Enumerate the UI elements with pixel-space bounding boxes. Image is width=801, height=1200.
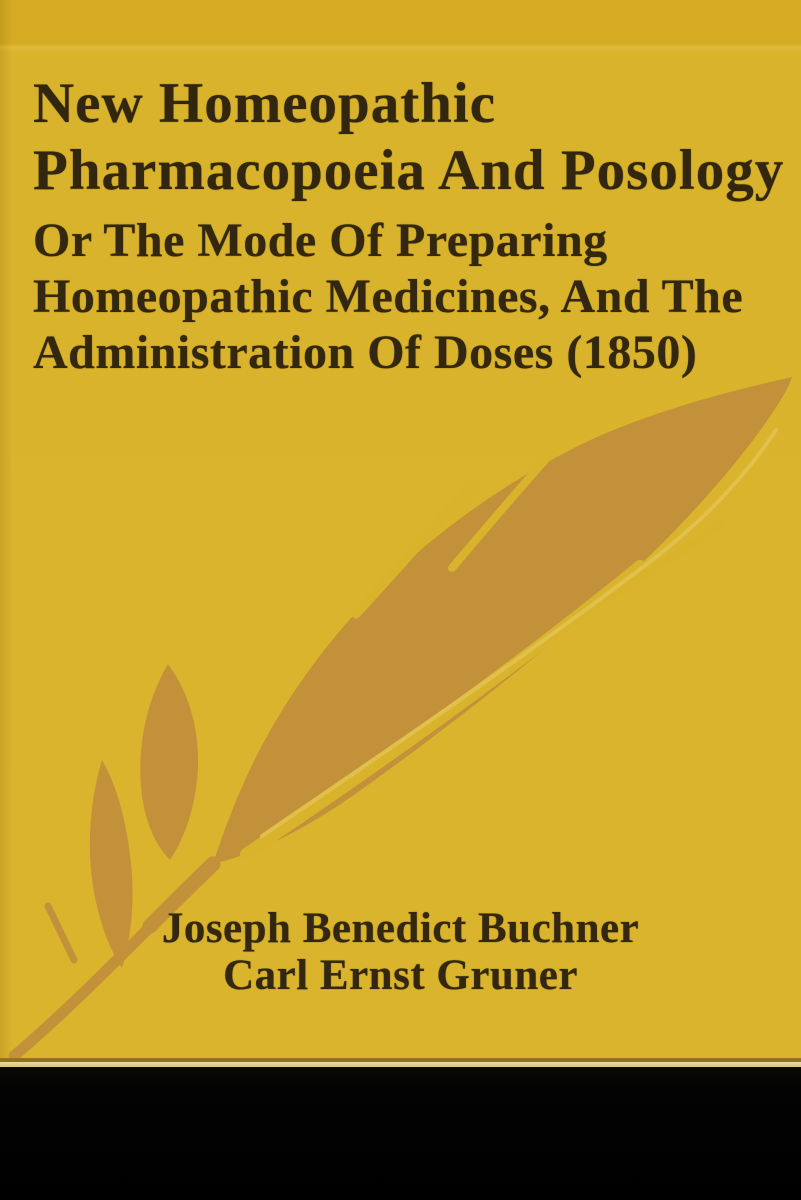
subtitle-line-3: Administration Of Doses (1850) — [33, 326, 698, 379]
author-name-1: Joseph Benedict Buchner — [161, 905, 640, 952]
feather-vane — [213, 377, 792, 864]
book-authors — [0, 905, 801, 999]
bottom-black-bar — [0, 1067, 801, 1200]
feather-barb — [140, 664, 198, 860]
title-line-2: Pharmacopoeia And Posology — [33, 139, 785, 202]
book-title — [33, 70, 793, 204]
subtitle-line-2: Homeopathic Medicines, And The — [33, 270, 744, 323]
title-line-1: New Homeopathic — [33, 72, 497, 135]
book-subtitle — [33, 213, 793, 381]
author-name-2: Carl Ernst Gruner — [223, 952, 578, 999]
subtitle-line-1: Or The Mode Of Preparing — [33, 214, 608, 267]
